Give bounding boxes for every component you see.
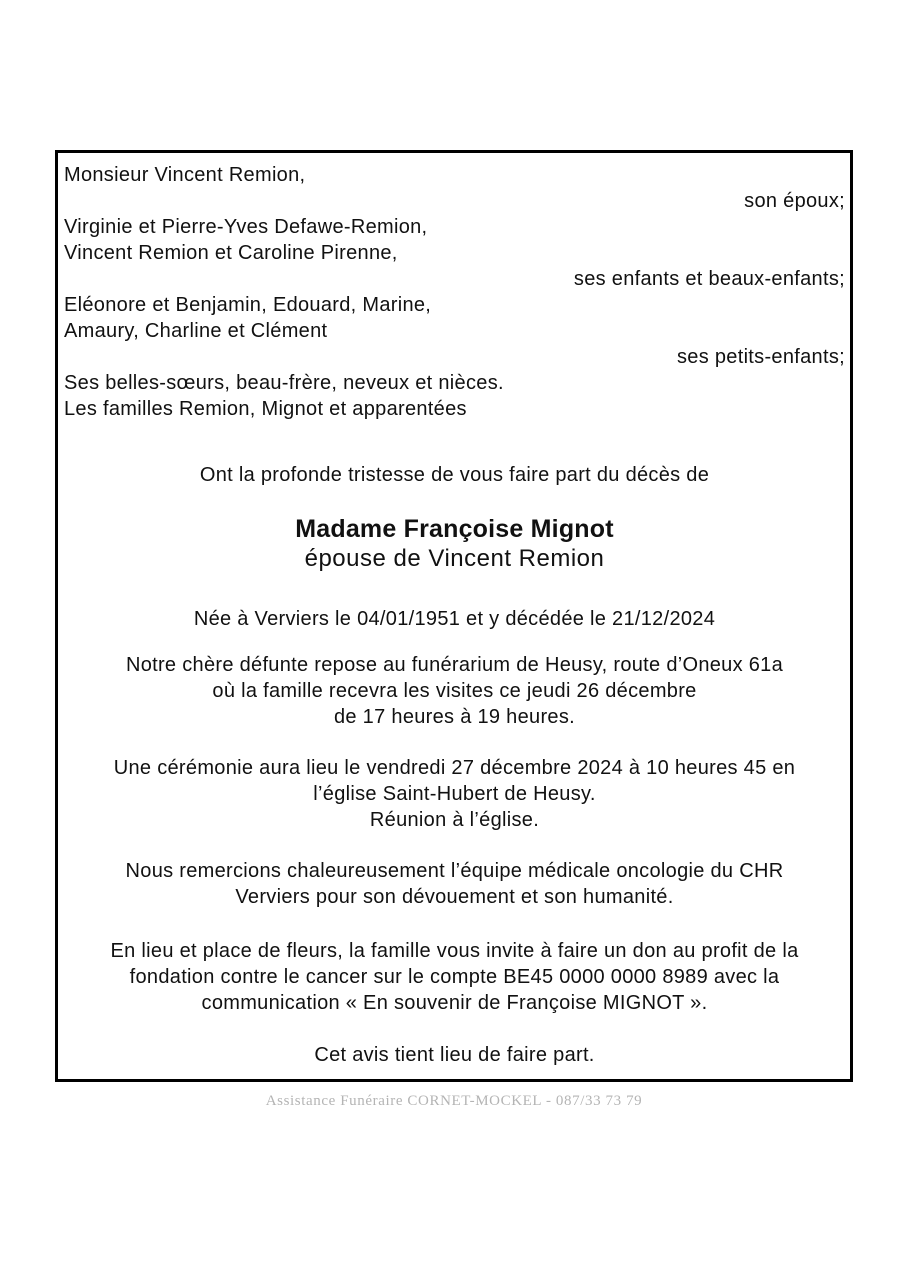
death-announcement-card	[55, 150, 853, 1082]
funeral-home-credit: Assistance Funéraire CORNET-MOCKEL - 087/33 73 79	[265, 1093, 643, 1109]
paragraph-line: où la famille recevra les visites ce jeudi 26 décembre	[212, 680, 697, 702]
paragraph-line: fondation contre le cancer sur le compte BE45 0000 0000 8989 avec la	[129, 966, 780, 988]
paragraph-line: Notre chère défunte repose au funérarium de Heusy, route d’Oneux 61a	[125, 654, 784, 676]
paragraph-line: Une cérémonie aura lieu le vendredi 27 décembre 2024 à 10 heures 45 en	[113, 757, 796, 779]
family-relation-line: son époux;	[744, 190, 845, 212]
paragraph-thanks	[64, 858, 845, 910]
paragraph-ceremony	[64, 755, 845, 833]
closing-line: Cet avis tient lieu de faire part.	[314, 1044, 595, 1066]
deceased-subtitle: épouse de Vincent Remion	[304, 545, 605, 572]
intro-line: Ont la profonde tristesse de vous faire part du décès de	[199, 464, 710, 486]
paragraph-line: Verviers pour son dévouement et son humanité.	[235, 886, 674, 908]
family-lines	[64, 162, 845, 422]
paragraph-line: Nous remercions chaleureusement l’équipe médicale oncologie du CHR	[125, 860, 784, 882]
family-line: Monsieur Vincent Remion,	[64, 164, 306, 186]
paragraph-line: communication « En souvenir de Françoise MIGNOT ».	[201, 992, 708, 1014]
family-line: Virginie et Pierre-Yves Defawe-Remion,	[64, 216, 428, 238]
family-line: Vincent Remion et Caroline Pirenne,	[64, 242, 398, 264]
family-relation-line: ses enfants et beaux-enfants;	[573, 268, 845, 290]
paragraph-line: En lieu et place de fleurs, la famille vous invite à faire un don au profit de la	[110, 940, 799, 962]
paragraph-funeral-home	[64, 652, 845, 730]
family-line: Les familles Remion, Mignot et apparentées	[64, 398, 467, 420]
deceased-title-block	[64, 514, 845, 574]
paragraph-line: Réunion à l’église.	[369, 809, 540, 831]
birth-death-line: Née à Verviers le 04/01/1951 et y décédée le 21/12/2024	[193, 608, 716, 630]
family-line: Eléonore et Benjamin, Edouard, Marine,	[64, 294, 432, 316]
family-line: Amaury, Charline et Clément	[64, 320, 328, 342]
family-relation-line: ses petits-enfants;	[676, 346, 845, 368]
family-line: Ses belles-sœurs, beau-frère, neveux et nièces.	[64, 372, 504, 394]
paragraph-donation	[64, 938, 845, 1016]
deceased-name: Madame Françoise Mignot	[295, 515, 614, 543]
paragraph-line: l’église Saint-Hubert de Heusy.	[313, 783, 596, 805]
paragraph-line: de 17 heures à 19 heures.	[333, 706, 575, 728]
